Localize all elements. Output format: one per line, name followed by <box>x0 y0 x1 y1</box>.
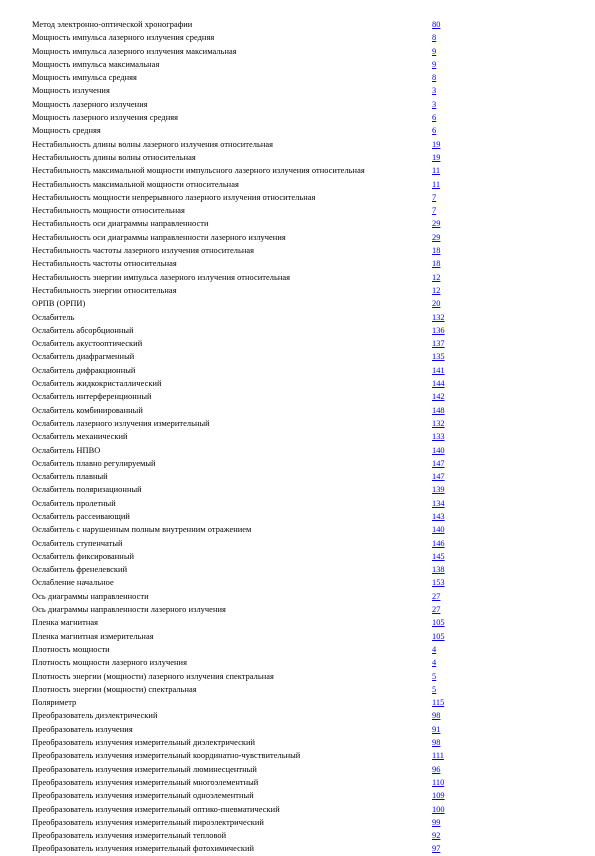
page-link[interactable]: 140 <box>432 445 445 455</box>
index-entry <box>32 18 452 31</box>
index-term: Плотность мощности <box>32 644 110 654</box>
index-entry <box>32 151 452 164</box>
page-link[interactable]: 7 <box>432 206 437 216</box>
index-entry <box>32 178 452 191</box>
index-term: Преобразователь излучения измерительный тепловой <box>32 831 227 841</box>
index-term: Ослабитель пролетный <box>32 498 116 508</box>
index-term: Ослабитель дифракционный <box>32 365 136 375</box>
page-link[interactable]: 134 <box>432 498 445 508</box>
index-term: Нестабильность длины волны лазерного излучения относительная <box>32 139 274 149</box>
index-entry <box>32 829 452 842</box>
page-link[interactable]: 19 <box>432 139 441 149</box>
page-link[interactable]: 110 <box>432 777 445 787</box>
index-entry <box>32 404 452 417</box>
page-link[interactable]: 6 <box>432 113 437 123</box>
index-term: Преобразователь излучения измерительный диэлектрический <box>32 738 256 748</box>
page-link[interactable]: 135 <box>432 352 445 362</box>
page-link[interactable]: 9 <box>432 59 437 69</box>
page-link[interactable]: 140 <box>432 525 445 535</box>
page-link[interactable]: 146 <box>432 538 445 548</box>
index-entry <box>32 45 452 58</box>
index-term: Поляриметр <box>32 698 77 708</box>
index-term: ОРПВ (ОРПИ) <box>32 299 86 309</box>
page-link[interactable]: 137 <box>432 339 445 349</box>
index-term: Ослабитель плавный <box>32 472 108 482</box>
index-entry <box>32 643 452 656</box>
index-entry <box>32 191 452 204</box>
index-entry <box>32 616 452 629</box>
page-link[interactable]: 98 <box>432 738 441 748</box>
index-term: Нестабильность мощности непрерывного лазерного излучения относительная <box>32 192 316 202</box>
index-entry <box>32 138 452 151</box>
page-link[interactable]: 12 <box>432 272 441 282</box>
page-link[interactable]: 141 <box>432 365 445 375</box>
index-term: Ослабитель жидкокристаллический <box>32 379 162 389</box>
index-entry <box>32 670 452 683</box>
page-link[interactable]: 29 <box>432 219 441 229</box>
index-term: Мощность импульса лазерного излучения средняя <box>32 33 215 43</box>
page-link[interactable]: 99 <box>432 817 441 827</box>
index-entry <box>32 709 452 722</box>
page-link[interactable]: 4 <box>432 644 437 654</box>
index-entry <box>32 417 452 430</box>
index-entry <box>32 457 452 470</box>
index-term: Ослабитель с нарушенным полным внутренним отражением <box>32 525 252 535</box>
index-entry <box>32 656 452 669</box>
index-entry <box>32 510 452 523</box>
index-entry <box>32 430 452 443</box>
index-term: Мощность излучения <box>32 86 110 96</box>
page-link[interactable]: 142 <box>432 392 445 402</box>
page-link[interactable]: 5 <box>432 684 437 694</box>
index-entry <box>32 816 452 829</box>
index-entry <box>32 204 452 217</box>
index-entry <box>32 324 452 337</box>
page-link[interactable]: 105 <box>432 631 445 641</box>
index-entry <box>32 297 452 310</box>
page-link[interactable]: 148 <box>432 405 445 415</box>
index-term: Ось диаграммы направленности <box>32 591 149 601</box>
index-term: Преобразователь излучения измерительный оптико-пневматический <box>32 804 280 814</box>
index-term: Ослабитель лазерного излучения измерительный <box>32 418 210 428</box>
page-link[interactable]: 97 <box>432 844 441 854</box>
index-term: Ослабитель механический <box>32 432 128 442</box>
page-link[interactable]: 5 <box>432 671 437 681</box>
page-link[interactable]: 132 <box>432 418 445 428</box>
index-entry <box>32 364 452 377</box>
index-entry <box>32 231 452 244</box>
index-entry <box>32 696 452 709</box>
index-entry <box>32 550 452 563</box>
index-term: Плотность энергии (мощности) спектральная <box>32 684 197 694</box>
page-link[interactable]: 18 <box>432 246 441 256</box>
page-link[interactable]: 138 <box>432 565 445 575</box>
index-entry <box>32 58 452 71</box>
index-entry <box>32 497 452 510</box>
page-link[interactable]: 6 <box>432 126 437 136</box>
index-entry <box>32 590 452 603</box>
index-entry <box>32 444 452 457</box>
index-entry <box>32 470 452 483</box>
index-term: Преобразователь излучения измерительный координатно-чувствительный <box>32 751 301 761</box>
index-term: Ослабитель диафрагменный <box>32 352 135 362</box>
page-link[interactable]: 7 <box>432 192 437 202</box>
index-term: Нестабильность частоты лазерного излучения относительная <box>32 246 255 256</box>
index-term: Нестабильность длины волны относительная <box>32 152 196 162</box>
index-entry <box>32 84 452 97</box>
index-term: Ослабитель рассеивающий <box>32 511 130 521</box>
index-entry <box>32 71 452 84</box>
index-list <box>32 18 452 856</box>
index-entry <box>32 377 452 390</box>
index-term: Нестабильность максимальной мощности импульсного лазерного излучения относительная <box>32 166 365 176</box>
page-link[interactable]: 147 <box>432 472 445 482</box>
index-entry <box>32 683 452 696</box>
index-term: Мощность импульса средняя <box>32 73 137 83</box>
index-term: Мощность импульса лазерного излучения максимальная <box>32 46 237 56</box>
index-term: Нестабильность энергии импульса лазерного излучения относительная <box>32 272 291 282</box>
index-entry <box>32 164 452 177</box>
page-link[interactable]: 147 <box>432 458 445 468</box>
index-term: Ослабитель <box>32 312 75 322</box>
index-term: Плотность энергии (мощности) лазерного излучения спектральная <box>32 671 274 681</box>
index-term: Нестабильность оси диаграммы направленности лазерного излучения <box>32 232 286 242</box>
page-link[interactable]: 29 <box>432 232 441 242</box>
page-link[interactable]: 9 <box>432 46 437 56</box>
index-entry <box>32 311 452 324</box>
index-term: Мощность импульса максимальная <box>32 59 160 69</box>
index-entry <box>32 111 452 124</box>
page-link[interactable]: 145 <box>432 551 445 561</box>
page-link[interactable]: 133 <box>432 432 445 442</box>
index-term: Преобразователь излучения измерительный пироэлектрический <box>32 817 264 827</box>
page-link[interactable]: 153 <box>432 578 445 588</box>
page-link[interactable]: 136 <box>432 325 445 335</box>
index-term: Плотность мощности лазерного излучения <box>32 658 187 668</box>
index-term: Ослабитель поляризационный <box>32 485 142 495</box>
page-link[interactable]: 105 <box>432 618 445 628</box>
page-link[interactable]: 8 <box>432 33 437 43</box>
page-link[interactable]: 132 <box>432 312 445 322</box>
index-entry <box>32 537 452 550</box>
index-entry <box>32 749 452 762</box>
page-link[interactable]: 92 <box>432 831 441 841</box>
index-term: Пленка магнитная измерительная <box>32 631 154 641</box>
index-entry <box>32 723 452 736</box>
page-link[interactable]: 109 <box>432 791 445 801</box>
index-entry <box>32 523 452 536</box>
index-entry <box>32 576 452 589</box>
index-term: Преобразователь излучения измерительный многоэлементный <box>32 777 259 787</box>
page-link[interactable]: 80 <box>432 20 441 29</box>
page-link[interactable]: 3 <box>432 86 437 96</box>
index-entry <box>32 763 452 776</box>
index-entry <box>32 483 452 496</box>
index-term: Мощность средняя <box>32 126 101 136</box>
index-entry <box>32 244 452 257</box>
index-term: Мощность лазерного излучения средняя <box>32 113 179 123</box>
index-term: Ослабитель ступенчатый <box>32 538 123 548</box>
page-link[interactable]: 3 <box>432 99 437 109</box>
page-link[interactable]: 111 <box>432 751 444 761</box>
page-link[interactable]: 18 <box>432 259 441 269</box>
page-link[interactable]: 100 <box>432 804 445 814</box>
index-term: Мощность лазерного излучения <box>32 99 148 109</box>
index-entry <box>32 842 452 855</box>
index-entry <box>32 284 452 297</box>
index-term: Преобразователь диэлектрический <box>32 711 158 721</box>
index-entry <box>32 31 452 44</box>
index-term: Преобразователь излучения <box>32 724 133 734</box>
page-link[interactable]: 11 <box>432 179 441 189</box>
index-term: Нестабильность энергии относительная <box>32 285 177 295</box>
page-link[interactable]: 91 <box>432 724 441 734</box>
index-entry <box>32 217 452 230</box>
index-term: Нестабильность мощности относительная <box>32 206 185 216</box>
index-term: Ослабитель акустооптический <box>32 339 143 349</box>
index-term: Преобразователь излучения измерительный фотохимический <box>32 844 255 854</box>
index-entry <box>32 563 452 576</box>
index-term: Ослабитель интерференционный <box>32 392 152 402</box>
index-term: Пленка магнитная <box>32 618 99 628</box>
page-link[interactable]: 144 <box>432 379 445 389</box>
page-link[interactable]: 12 <box>432 285 441 295</box>
index-term: Ось диаграммы направленности лазерного излучения <box>32 605 226 615</box>
index-term: Метод электронно-оптической хронографии <box>32 20 193 29</box>
index-term: Ослабитель комбинированный <box>32 405 143 415</box>
page-link[interactable]: 115 <box>432 698 445 708</box>
page-link[interactable]: 8 <box>432 73 437 83</box>
index-entry <box>32 630 452 643</box>
index-term: Ослабитель абсорбционный <box>32 325 134 335</box>
index-term: Нестабильность максимальной мощности относительная <box>32 179 239 189</box>
page-link[interactable]: 11 <box>432 166 441 176</box>
index-entry <box>32 803 452 816</box>
index-entry <box>32 776 452 789</box>
page-link[interactable]: 96 <box>432 764 441 774</box>
index-entry <box>32 789 452 802</box>
index-entry <box>32 257 452 270</box>
page-link[interactable]: 139 <box>432 485 445 495</box>
page-link[interactable]: 20 <box>432 299 441 309</box>
index-entry <box>32 124 452 137</box>
index-entry <box>32 603 452 616</box>
index-term: Нестабильность оси диаграммы направленности <box>32 219 209 229</box>
page-link[interactable]: 98 <box>432 711 441 721</box>
index-term: Преобразователь излучения измерительный одноэлементный <box>32 791 254 801</box>
page-link[interactable]: 27 <box>432 605 441 615</box>
page-link[interactable]: 4 <box>432 658 437 668</box>
index-entry <box>32 390 452 403</box>
index-term: Ослабление начальное <box>32 578 114 588</box>
index-term: Преобразователь излучения измерительный люминесцентный <box>32 764 257 774</box>
index-entry <box>32 271 452 284</box>
page-link[interactable]: 143 <box>432 511 445 521</box>
page-link[interactable]: 27 <box>432 591 441 601</box>
index-entry <box>32 337 452 350</box>
index-term: Ослабитель НПВО <box>32 445 101 455</box>
index-term: Ослабитель плавно регулируемый <box>32 458 156 468</box>
index-term: Ослабитель фиксированный <box>32 551 135 561</box>
index-entry <box>32 736 452 749</box>
index-term: Ослабитель френелевский <box>32 565 128 575</box>
index-entry <box>32 98 452 111</box>
index-term: Нестабильность частоты относительная <box>32 259 177 269</box>
index-entry <box>32 350 452 363</box>
page-link[interactable]: 19 <box>432 152 441 162</box>
